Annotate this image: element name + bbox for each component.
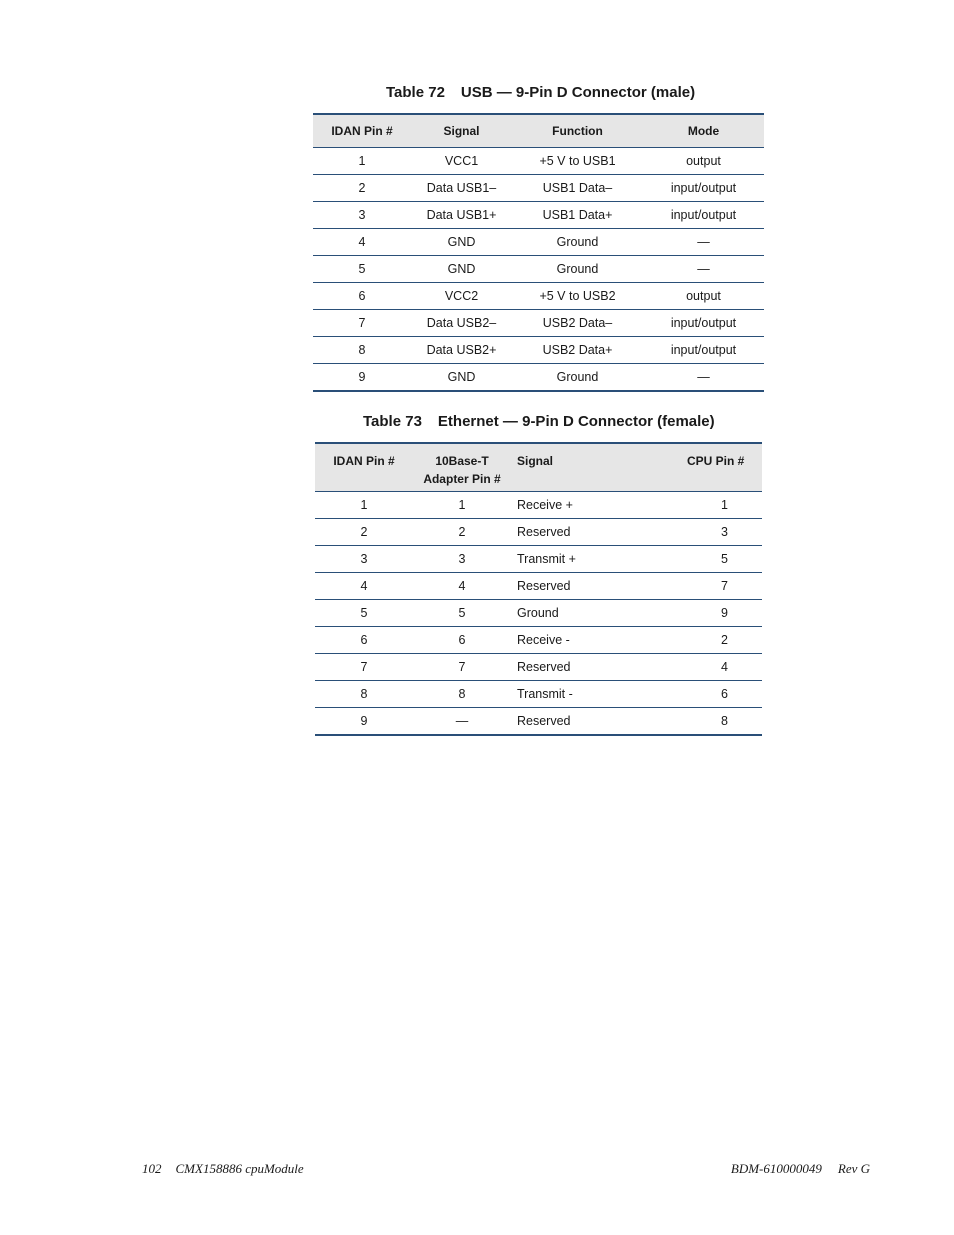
table-cell: 4 xyxy=(687,653,762,680)
table-cell: +5 V to USB1 xyxy=(512,148,643,175)
table-cell: 6 xyxy=(413,626,511,653)
table-cell: 2 xyxy=(313,175,411,202)
table-cell: 5 xyxy=(313,256,411,283)
table-cell: 3 xyxy=(687,518,762,545)
table-row xyxy=(313,148,764,175)
table-cell: 3 xyxy=(313,202,411,229)
table-row xyxy=(315,518,762,545)
product-name: CMX158886 cpuModule xyxy=(175,1161,304,1176)
table-cell: — xyxy=(697,370,710,384)
table-row xyxy=(313,229,764,256)
table-row xyxy=(315,653,762,680)
table-row xyxy=(313,256,764,283)
table-cell: 2 xyxy=(413,518,511,545)
table-cell: Receive - xyxy=(511,626,687,653)
table-cell: VCC2 xyxy=(411,283,512,310)
table-row xyxy=(315,572,762,599)
table-header-row xyxy=(315,443,762,491)
table-cell: 3 xyxy=(315,545,413,572)
table-cell: Reserved xyxy=(517,713,571,728)
table-cell: USB1 Data+ xyxy=(512,202,643,229)
column-header-line: Adapter Pin # xyxy=(423,472,501,486)
ethernet-connector-table xyxy=(315,442,762,736)
table-cell: 6 xyxy=(315,626,413,653)
table-cell: Transmit + xyxy=(511,545,687,572)
table-cell: input/output xyxy=(643,337,764,364)
column-header: IDAN Pin # xyxy=(315,443,413,491)
table-cell: 9 xyxy=(360,713,368,728)
table-row xyxy=(315,599,762,626)
table-cell: 4 xyxy=(315,572,413,599)
usb-connector-table xyxy=(313,113,764,392)
table-73-number: Table 73 xyxy=(363,413,422,430)
table-72-title: USB — 9-Pin D Connector (male) xyxy=(460,84,696,101)
column-header: Mode xyxy=(643,114,764,148)
revision: Rev G xyxy=(837,1161,870,1176)
table-cell: USB2 Data– xyxy=(512,310,643,337)
table-cell: 5 xyxy=(315,599,413,626)
table-cell: 5 xyxy=(687,545,762,572)
table-cell: VCC1 xyxy=(411,148,512,175)
column-header-line: 10Base-T xyxy=(435,454,489,468)
table-cell: 4 xyxy=(313,229,411,256)
table-cell: 8 xyxy=(315,680,413,707)
table-72-caption xyxy=(0,84,954,101)
table-cell: 1 xyxy=(687,491,762,518)
table-cell: +5 V to USB2 xyxy=(512,283,643,310)
table-72-number: Table 72 xyxy=(386,84,445,101)
table-cell: 8 xyxy=(721,713,728,728)
table-cell: Reserved xyxy=(511,518,687,545)
table-cell: 9 xyxy=(358,370,366,384)
table-cell: 2 xyxy=(315,518,413,545)
table-cell: 8 xyxy=(313,337,411,364)
table-cell: Data USB1+ xyxy=(411,202,512,229)
table-cell: Ground xyxy=(511,599,687,626)
column-header: Signal xyxy=(511,443,687,491)
table-cell: 6 xyxy=(313,283,411,310)
table-cell: Data USB2– xyxy=(411,310,512,337)
column-header: CPU Pin # xyxy=(687,443,762,491)
table-row xyxy=(313,175,764,202)
table-cell: 5 xyxy=(413,599,511,626)
table-cell: 1 xyxy=(413,491,511,518)
table-row xyxy=(313,337,764,364)
table-cell: input/output xyxy=(643,310,764,337)
document-number: BDM-610000049 xyxy=(730,1161,822,1176)
table-cell: USB1 Data– xyxy=(512,175,643,202)
table-row xyxy=(313,364,764,392)
table-cell: input/output xyxy=(643,202,764,229)
table-cell: GND xyxy=(447,370,476,384)
table-cell: Ground xyxy=(556,370,599,384)
table-cell: Data USB2+ xyxy=(411,337,512,364)
column-header: IDAN Pin # xyxy=(313,114,411,148)
table-cell: Data USB1– xyxy=(411,175,512,202)
table-cell: 7 xyxy=(413,653,511,680)
table-cell: 3 xyxy=(413,545,511,572)
table-cell: Ground xyxy=(512,229,643,256)
table-row xyxy=(315,545,762,572)
table-cell: 1 xyxy=(315,491,413,518)
table-cell: Transmit - xyxy=(511,680,687,707)
table-row xyxy=(315,491,762,518)
table-cell: output xyxy=(643,283,764,310)
footer-right xyxy=(731,1161,870,1177)
column-header xyxy=(413,443,511,491)
table-cell: input/output xyxy=(643,175,764,202)
table-row xyxy=(315,707,762,735)
table-cell: 8 xyxy=(413,680,511,707)
table-cell: Receive + xyxy=(511,491,687,518)
table-cell: 9 xyxy=(687,599,762,626)
table-cell: GND xyxy=(411,229,512,256)
page-number: 102 xyxy=(142,1161,162,1176)
table-row xyxy=(313,202,764,229)
table-cell: Reserved xyxy=(511,653,687,680)
table-cell: — xyxy=(455,713,469,728)
table-cell: output xyxy=(643,148,764,175)
table-row xyxy=(313,310,764,337)
table-header-row xyxy=(313,114,764,148)
table-cell: 4 xyxy=(413,572,511,599)
table-cell: 1 xyxy=(313,148,411,175)
table-cell: Reserved xyxy=(511,572,687,599)
column-header: Function xyxy=(512,114,643,148)
table-cell: — xyxy=(643,229,764,256)
table-cell: 7 xyxy=(315,653,413,680)
table-cell: — xyxy=(643,256,764,283)
table-73-title: Ethernet — 9-Pin D Connector (female) xyxy=(437,413,715,430)
table-cell: 7 xyxy=(313,310,411,337)
table-row xyxy=(313,283,764,310)
table-cell: 2 xyxy=(687,626,762,653)
column-header: Signal xyxy=(411,114,512,148)
footer-left xyxy=(142,1161,304,1177)
table-cell: 6 xyxy=(687,680,762,707)
table-row xyxy=(315,626,762,653)
table-cell: Ground xyxy=(512,256,643,283)
table-cell: USB2 Data+ xyxy=(512,337,643,364)
table-cell: 7 xyxy=(687,572,762,599)
table-cell: GND xyxy=(411,256,512,283)
table-row xyxy=(315,680,762,707)
table-73-caption xyxy=(0,413,954,430)
